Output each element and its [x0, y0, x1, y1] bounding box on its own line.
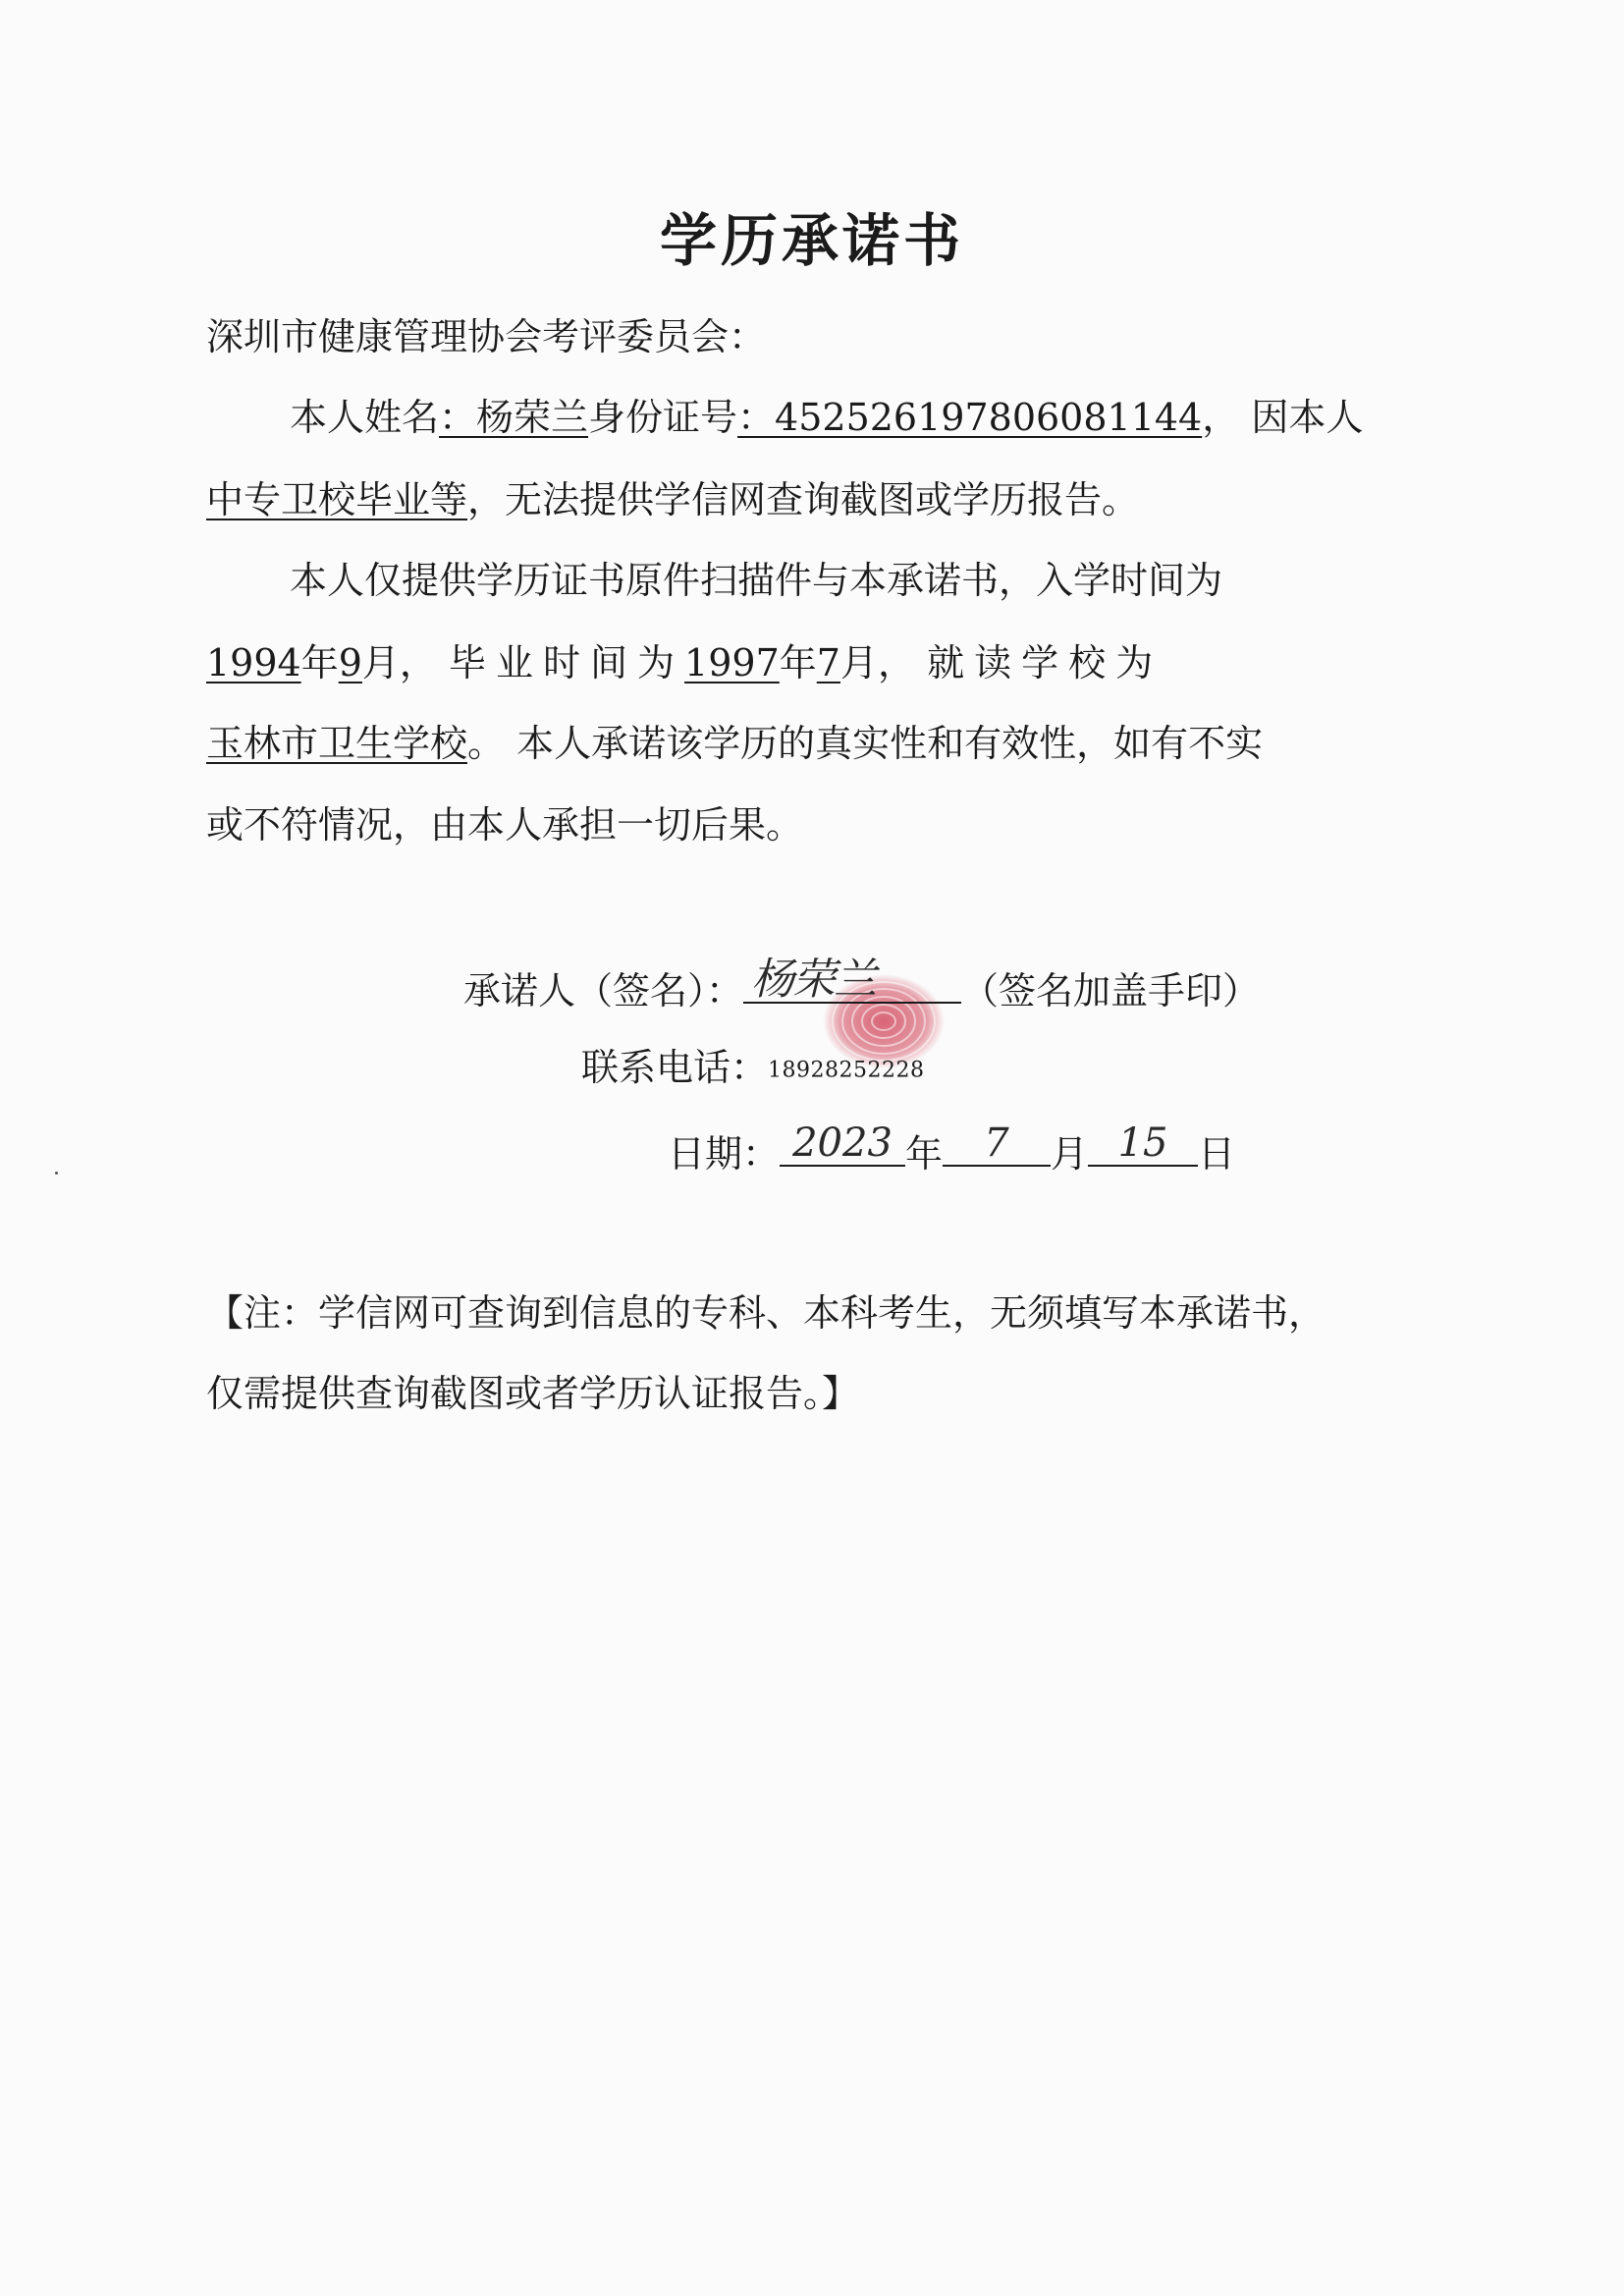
handwritten-day: 15 [1117, 1121, 1168, 1166]
grad-month: 7 [816, 641, 840, 684]
date-label: 日期： [668, 1132, 781, 1175]
salutation: 深圳市健康管理协会考评委员会： [206, 315, 767, 358]
note-line-2: 仅需提供查询截图或者学历认证报告。】 [206, 1372, 860, 1415]
paragraph-2-line-3 [206, 719, 1263, 768]
reason-lead: 因本人 [1251, 396, 1364, 439]
year-char: 年 [300, 641, 339, 684]
phone-row [581, 1043, 924, 1096]
year-char: 年 [905, 1132, 944, 1175]
paragraph-2-line-4: 或不符情况，由本人承担一切后果。 [206, 803, 804, 847]
document-title: 学历承诺书 [659, 207, 964, 274]
year-char: 年 [779, 641, 817, 684]
reason-value: 中专卫校毕业等 [206, 478, 468, 521]
id-number-value: ：452526197806081144 [737, 396, 1203, 439]
paragraph-2-line-2 [206, 638, 1163, 687]
handwritten-signature: 杨荣兰 [751, 955, 876, 1005]
signature-blank [743, 955, 961, 1005]
reason-tail: ，无法提供学信网查询截图或学历报告。 [467, 478, 1140, 521]
grad-year: 1997 [684, 641, 780, 684]
enroll-month: 9 [338, 641, 362, 684]
paragraph-2-line-1: 本人仅提供学历证书原件扫描件与本承诺书，入学时间为 [290, 559, 1223, 602]
id-label: 身份证号 [588, 396, 738, 439]
month-char: 月 [1051, 1132, 1089, 1175]
phone-label: 联系电话： [581, 1046, 769, 1089]
enroll-year: 1994 [206, 641, 301, 684]
date-year-blank [780, 1121, 905, 1167]
grad-label: 毕业时间为 [449, 641, 685, 684]
month-char: 月， [361, 641, 437, 684]
paragraph-1-line-2 [206, 475, 1139, 524]
commitment-text: 。 本人承诺该学历的真实性和有效性，如有不实 [467, 722, 1264, 765]
name-value: ：杨荣兰 [439, 396, 589, 439]
date-month-blank [943, 1121, 1051, 1167]
day-char: 日 [1198, 1132, 1236, 1175]
school-value: 玉林市卫生学校 [206, 722, 468, 765]
phone-number: 18928252228 [768, 1058, 925, 1083]
signature-row [463, 955, 1261, 1015]
name-label: 本人姓名 [290, 396, 440, 439]
note-line-1: 【注：学信网可查询到信息的专科、本科考生，无须填写本承诺书， [206, 1291, 1326, 1335]
signature-label: 承诺人（签名）： [463, 969, 744, 1012]
signature-note: （签名加盖手印） [961, 969, 1261, 1012]
comma: ， [1202, 396, 1240, 439]
scan-speck [55, 1172, 58, 1175]
paragraph-1-line-1 [290, 393, 1363, 442]
month-char: 月， [839, 641, 915, 684]
date-day-blank [1088, 1121, 1198, 1167]
handwritten-year: 2023 [792, 1121, 893, 1166]
school-label: 就读学校为 [927, 641, 1164, 684]
date-row [668, 1121, 1236, 1178]
handwritten-month: 7 [984, 1121, 1009, 1166]
